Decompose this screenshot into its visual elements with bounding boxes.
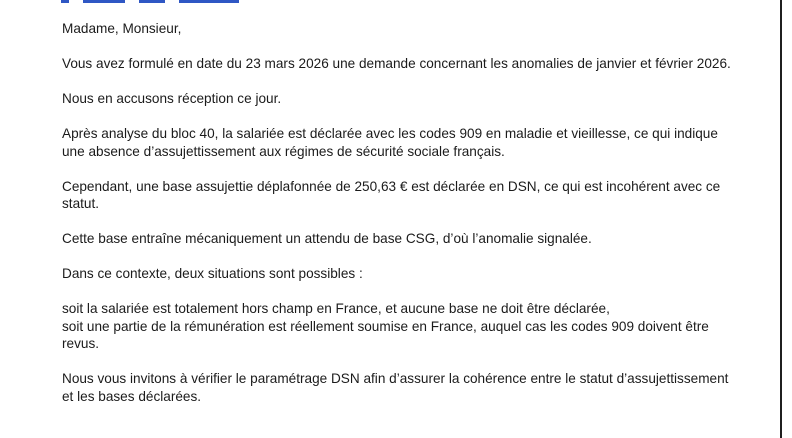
paragraph-request-date: Vous avez formulé en date du 23 mars 2026 une demande concernant les anomalies de janvier et février 2026. — [62, 56, 731, 71]
salutation: Madame, Monsieur, — [62, 21, 182, 36]
paragraph-closing: Nous vous invitons à vérifier le paramétrage DSN afin d’assurer la cohérence entre le statut d’assujettissement et les bases déclarées. — [62, 371, 729, 404]
page-border-right — [780, 0, 782, 438]
paragraph-analysis: Après analyse du bloc 40, la salariée est déclarée avec les codes 909 en maladie et vieillesse, ce qui indique une absence d’assujettissement aux régimes de sécurité sociale français. — [62, 126, 718, 159]
paragraph-acknowledgement: Nous en accusons réception ce jour. — [62, 91, 282, 106]
letter-body — [62, 20, 738, 405]
cropped-heading-remnant — [61, 0, 261, 3]
situation-partially-subject: soit une partie de la rémunération est réellement soumise en France, auquel cas les codes 909 doivent être revus. — [62, 318, 709, 351]
paragraph-context: Dans ce contexte, deux situations sont possibles : — [62, 266, 363, 281]
paragraph-csg-anomaly: Cette base entraîne mécaniquement un attendu de base CSG, d’où l’anomalie signalée. — [62, 231, 592, 246]
situation-out-of-scope: soit la salariée est totalement hors champ en France, et aucune base ne doit être déclarée, — [62, 301, 610, 316]
paragraph-inconsistency: Cependant, une base assujettie déplafonnée de 250,63 € est déclarée en DSN, ce qui est incohérent avec ce statut. — [62, 178, 721, 211]
situations-block — [62, 300, 738, 353]
